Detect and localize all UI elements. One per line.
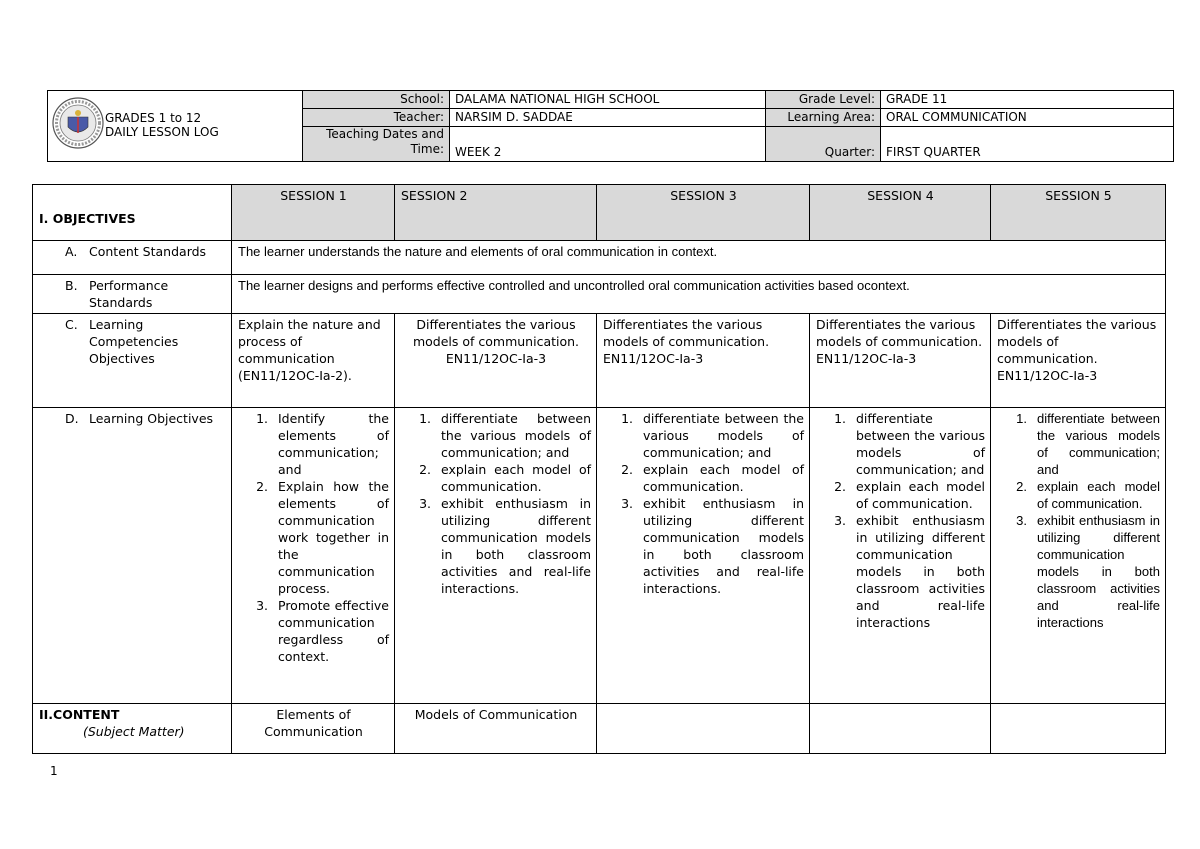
session-4-header: SESSION 4: [810, 185, 991, 241]
objectives-heading: I. OBJECTIVES: [33, 185, 232, 241]
objective-text: Explain how the elements of communication work together in the communication process.: [278, 479, 389, 596]
objective-number: 2.: [1016, 479, 1027, 494]
objective-item: [238, 410, 389, 478]
row-label-line-1: Learning: [89, 317, 144, 332]
competency-session-2: Differentiates the various models of communication. EN11/12OC-Ia-3: [395, 314, 597, 408]
learning-objectives-label: [33, 408, 232, 704]
objectives-list: [816, 410, 985, 631]
objective-text: exhibit enthusiasm in utilizing different communication models in both classroom activities and real-life interactions: [856, 513, 985, 630]
objectives-list: [603, 410, 804, 597]
competency-session-4: Differentiates the various models of communication. EN11/12OC-Ia-3: [810, 314, 991, 408]
objective-text: exhibit enthusiasm in utilizing different communication models in both classroom activities and real-life interactions.: [441, 496, 591, 596]
school-value: DALAMA NATIONAL HIGH SCHOOL: [450, 91, 766, 109]
title-line-1: GRADES 1 to 12: [105, 111, 202, 125]
title-line-2: DAILY LESSON LOG: [105, 125, 219, 139]
content-label: [33, 704, 232, 754]
objective-number: 3.: [1016, 513, 1027, 528]
teacher-value: NARSIM D. SADDAE: [450, 109, 766, 127]
objective-number: 2.: [256, 479, 268, 494]
objective-item: [603, 461, 804, 495]
objective-number: 1.: [419, 411, 431, 426]
row-label: Learning Objectives: [89, 411, 214, 426]
objective-item: [401, 495, 591, 597]
objective-number: 1.: [256, 411, 268, 426]
objective-item: [603, 495, 804, 597]
row-label: Content Standards: [89, 244, 207, 259]
objectives-session-2: [395, 408, 597, 704]
row-letter: C.: [65, 317, 78, 332]
content-session-5: [991, 704, 1166, 754]
objectives-session-4: [810, 408, 991, 704]
objective-text: differentiate between the various models of communication; and: [441, 411, 591, 460]
area-value: ORAL COMMUNICATION: [881, 109, 1174, 127]
objective-text: Promote effective communication regardless of context.: [278, 598, 389, 664]
learning-objectives-row: [33, 408, 1166, 704]
objective-item: [238, 478, 389, 597]
dates-value: WEEK 2: [450, 127, 766, 162]
objective-number: 3.: [419, 496, 431, 511]
objectives-list: [401, 410, 591, 597]
teacher-label: Teacher:: [303, 109, 450, 127]
page-number: 1: [50, 764, 58, 778]
objective-number: 1.: [621, 411, 633, 426]
content-standards-label: [33, 241, 232, 275]
objective-text: differentiate between the various models of communication; and: [643, 411, 804, 460]
objective-item: [401, 461, 591, 495]
objectives-session-1: [232, 408, 395, 704]
header-logo-cell: [48, 91, 303, 162]
objective-text: explain each model of communication.: [1037, 479, 1160, 511]
dates-label-line-2: Time:: [410, 142, 444, 156]
content-label-main: II.CONTENT: [39, 707, 120, 722]
objective-item: [816, 410, 985, 478]
content-session-3: [597, 704, 810, 754]
content-standards-row: [33, 241, 1166, 275]
competencies-label: [33, 314, 232, 408]
grade-label: Grade Level:: [766, 91, 881, 109]
objectives-list: [997, 410, 1160, 631]
performance-standards-text: The learner designs and performs effective controlled and uncontrolled oral communication activities based ocontext.: [232, 275, 1166, 314]
objective-text: exhibit enthusiasm in utilizing different communication models in both classroom activities and real-life interactions.: [643, 496, 804, 596]
row-label-line-3: Objectives: [89, 351, 155, 366]
competency-session-3: Differentiates the various models of communication. EN11/12OC-Ia-3: [597, 314, 810, 408]
session-2-header: SESSION 2: [395, 185, 597, 241]
performance-standards-row: [33, 275, 1166, 314]
objective-text: exhibit enthusiasm in utilizing different communication models in both classroom activities and real-life interactions: [1037, 513, 1160, 630]
session-5-header: SESSION 5: [991, 185, 1166, 241]
school-label: School:: [303, 91, 450, 109]
row-label-line-2: Standards: [89, 295, 153, 310]
dates-label: [303, 127, 450, 162]
objective-text: explain each model of communication.: [856, 479, 985, 511]
objective-text: explain each model of communication.: [441, 462, 591, 494]
objectives-list: [238, 410, 389, 665]
objective-item: [816, 512, 985, 631]
objectives-session-5: [991, 408, 1166, 704]
quarter-label: Quarter:: [766, 127, 881, 162]
row-letter: A.: [65, 244, 78, 259]
objective-number: 2.: [419, 462, 431, 477]
area-label: Learning Area:: [766, 109, 881, 127]
objective-number: 2.: [834, 479, 846, 494]
session-1-header: SESSION 1: [232, 185, 395, 241]
row-letter: D.: [65, 411, 79, 426]
content-session-4: [810, 704, 991, 754]
content-session-1: Elements of Communication: [232, 704, 395, 754]
content-row: [33, 704, 1166, 754]
objective-item: [603, 410, 804, 461]
competencies-row: [33, 314, 1166, 408]
content-label-sub: (Subject Matter): [83, 724, 185, 739]
objective-number: 3.: [834, 513, 846, 528]
content-standards-text: The learner understands the nature and elements of oral communication in context.: [232, 241, 1166, 275]
objective-number: 3.: [256, 598, 268, 613]
content-session-2: Models of Communication: [395, 704, 597, 754]
objective-number: 2.: [621, 462, 633, 477]
objective-item: [816, 478, 985, 512]
row-label-line-2: Competencies: [89, 334, 179, 349]
objective-text: explain each model of communication.: [643, 462, 804, 494]
objectives-session-3: [597, 408, 810, 704]
objective-number: 1.: [1016, 411, 1027, 426]
grade-value: GRADE 11: [881, 91, 1174, 109]
quarter-value: FIRST QUARTER: [881, 127, 1174, 162]
objective-text: Identify the elements of communication; and: [278, 411, 389, 477]
performance-standards-label: [33, 275, 232, 314]
objective-item: [401, 410, 591, 461]
objective-number: 3.: [621, 496, 633, 511]
competency-session-1: Explain the nature and process of communication (EN11/12OC-Ia-2).: [232, 314, 395, 408]
objective-text: differentiate between the various models of communication; and: [856, 411, 985, 477]
objective-item: [997, 512, 1160, 631]
objective-number: 1.: [834, 411, 846, 426]
objective-item: [997, 478, 1160, 512]
row-label-line-1: Performance: [89, 278, 169, 293]
dates-label-line-1: Teaching Dates and: [326, 127, 444, 141]
log-title: [105, 111, 219, 139]
deped-seal-icon: [52, 97, 104, 149]
objective-item: [997, 410, 1160, 478]
competency-session-5: Differentiates the various models of communication. EN11/12OC-Ia-3: [991, 314, 1166, 408]
objective-text: differentiate between the various models of communication; and: [1037, 411, 1160, 477]
lesson-table: [32, 184, 1166, 754]
row-letter: B.: [65, 278, 78, 293]
header-table: [47, 90, 1174, 162]
session-3-header: SESSION 3: [597, 185, 810, 241]
objective-item: [238, 597, 389, 665]
